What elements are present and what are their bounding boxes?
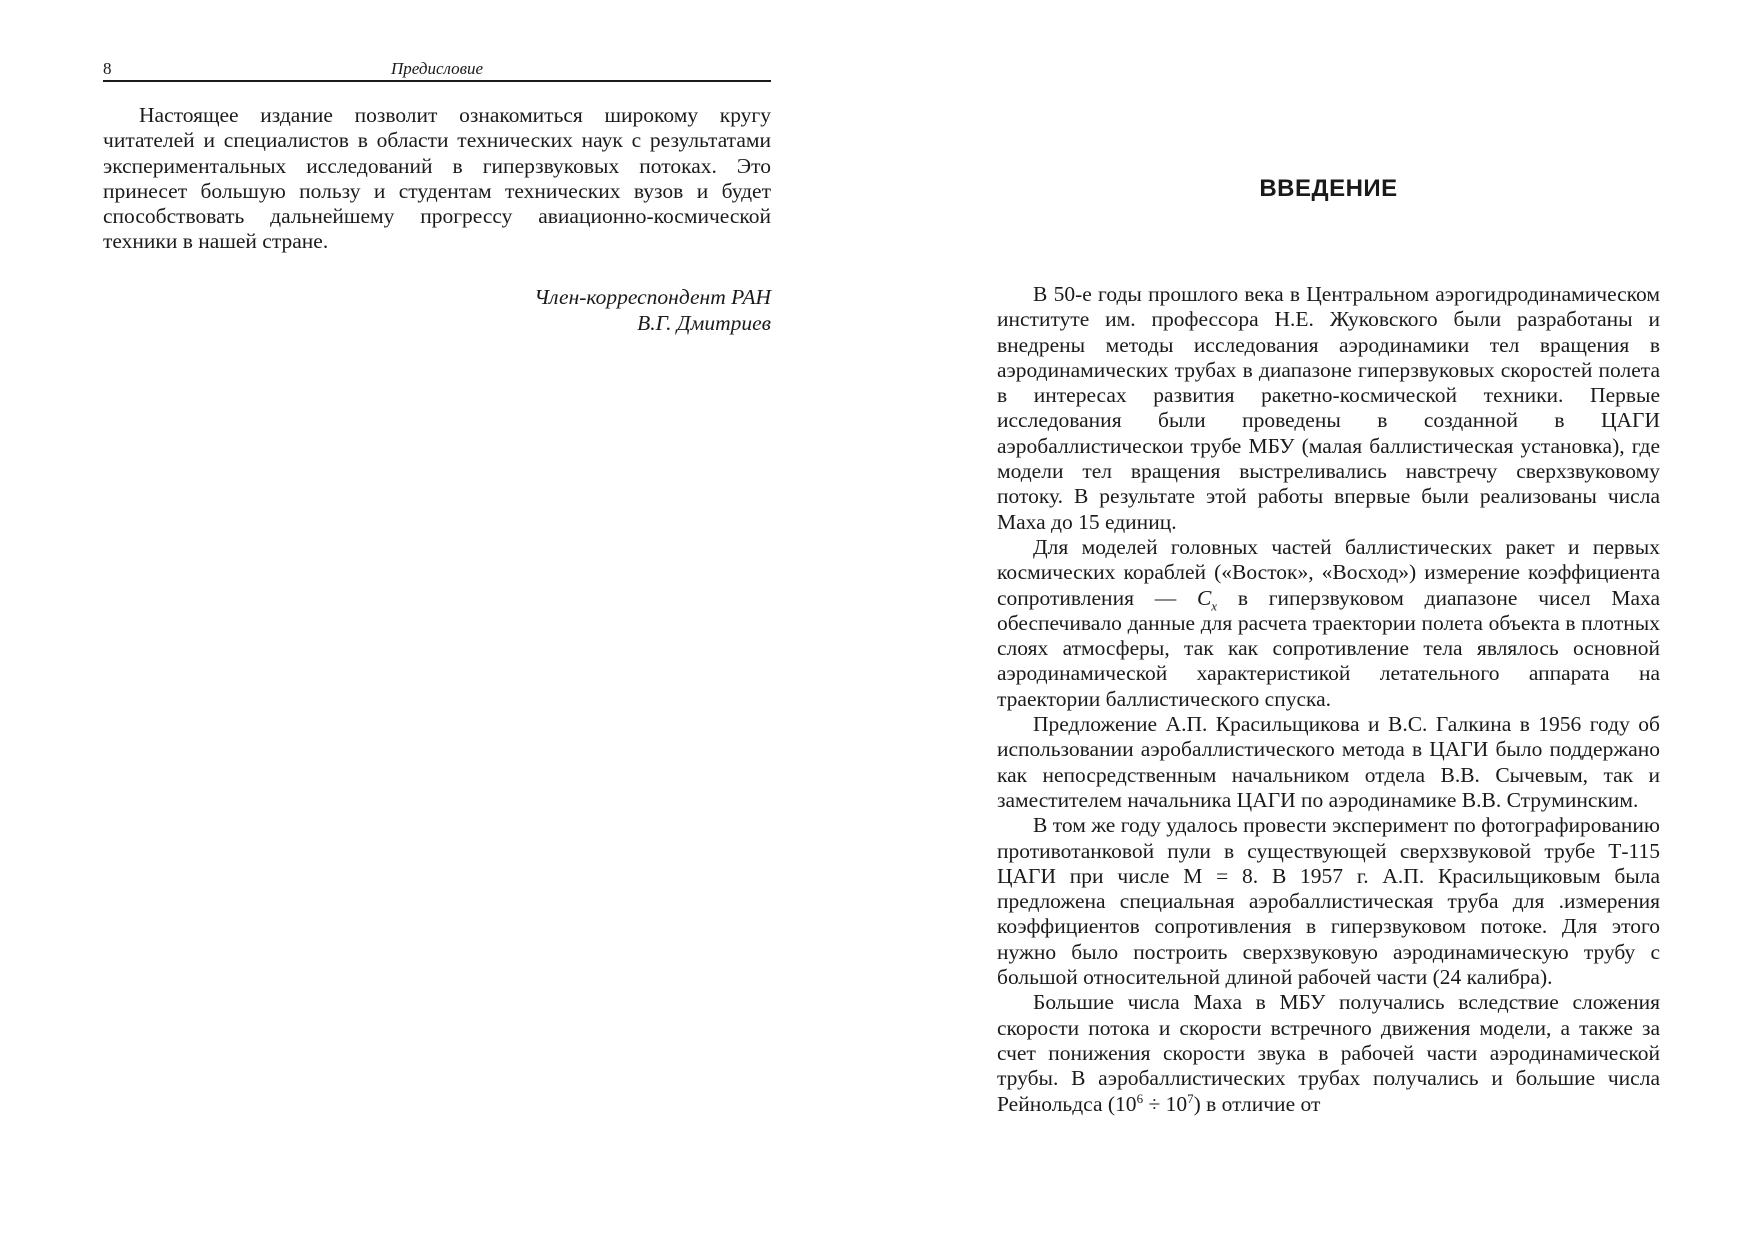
introduction-text <box>997 282 1660 1117</box>
intro-paragraph-5 <box>997 990 1660 1116</box>
running-head <box>103 58 771 82</box>
preface-text <box>103 103 771 255</box>
running-title: Предисловие <box>390 59 484 78</box>
drag-coefficient-symbol: $C_x$ <box>1196 585 1218 613</box>
exponent: 6 <box>1136 1090 1144 1106</box>
paragraph-text: Большие числа Маха в МБУ получались вследствие сложения скорости потока и скорости встречного движения модели, а также за счет понижения скорости звука в рабочей части аэродинамической трубы. В аэробаллистических трубах получались и большие числа Рейнольдса (10 <box>997 990 1660 1116</box>
intro-paragraph-2 <box>997 535 1660 712</box>
intro-paragraph-3: Предложение А.П. Красильщикова и В.С. Галкина в 1956 году об использовании аэробаллистического метода в ЦАГИ было поддержано как непосредственным начальником отдела В.В. Сычевым, так и заместителем начальника ЦАГИ по аэродинамике В.В. Струминским. <box>997 712 1660 812</box>
preface-paragraph: Настоящее издание позволит ознакомиться широкому кругу читателей и специалистов в области технических наук с результатами экспериментальных исследований в гиперзвуковых потоках. Это принесет большую пользу и студентам технических вузов и будет способствовать дальнейшему прогрессу авиационно-космической техники в нашей стране. <box>103 103 771 254</box>
chapter-title: ВВЕДЕНИЕ <box>1259 175 1398 202</box>
signature <box>103 284 771 336</box>
signature-role: Член-корреспондент РАН <box>534 284 771 309</box>
exponent: 7 <box>1187 1090 1194 1106</box>
paragraph-text: Для моделей головных частей баллистических ракет и первых космических кораблей («Восток», «Восход») измерение коэффициента сопротивления — <box>997 534 1660 610</box>
paragraph-text: ÷ 10 <box>1143 1091 1188 1116</box>
intro-paragraph-4: В том же году удалось провести эксперимент по фотографированию противотанковой пули в существующей сверхзвуковой трубе Т-115 ЦАГИ при числе М = 8. В 1957 г. А.П. Красильщиковым была предложена специальная аэробаллистическая труба для .измерения коэффициентов сопротивления в гиперзвуковом потоке. Для этого нужно было построить сверхзвуковую аэродинамическую трубу с большой относительной длиной рабочей части (24 калибра). <box>997 813 1660 990</box>
page-number: 8 <box>103 59 112 78</box>
signature-name: В.Г. Дмитриев <box>637 310 771 335</box>
paragraph-text: ) в отличие от <box>1193 1091 1321 1116</box>
left-page <box>103 0 771 336</box>
paragraph-text: в гиперзвуковом диапазоне чисел Маха обеспечивало данные для расчета траектории полета объекта в плотных слоях атмосферы, так как сопротивление тела являлось основной аэродинамической характеристикой летательного аппарата на траектории баллистического спуска. <box>997 585 1661 711</box>
intro-paragraph-1: В 50-е годы прошлого века в Центральном аэрогидродинамическом институте им. профессора Н.Е. Жуковского были разработаны и внедрены методы исследования аэродинамики тел вращения в аэродинамических трубах в диапазоне гиперзвуковых скоростей полета в интересах развития ракетно-космической техники. Первые исследования были проведены в созданной в ЦАГИ аэробаллистическои трубе МБУ (малая баллистическая установка), где модели тел вращения выстреливались навстречу сверхзвуковому потоку. В результате этой работы впервые были реализованы числа Маха до 15 единиц. <box>997 282 1660 534</box>
